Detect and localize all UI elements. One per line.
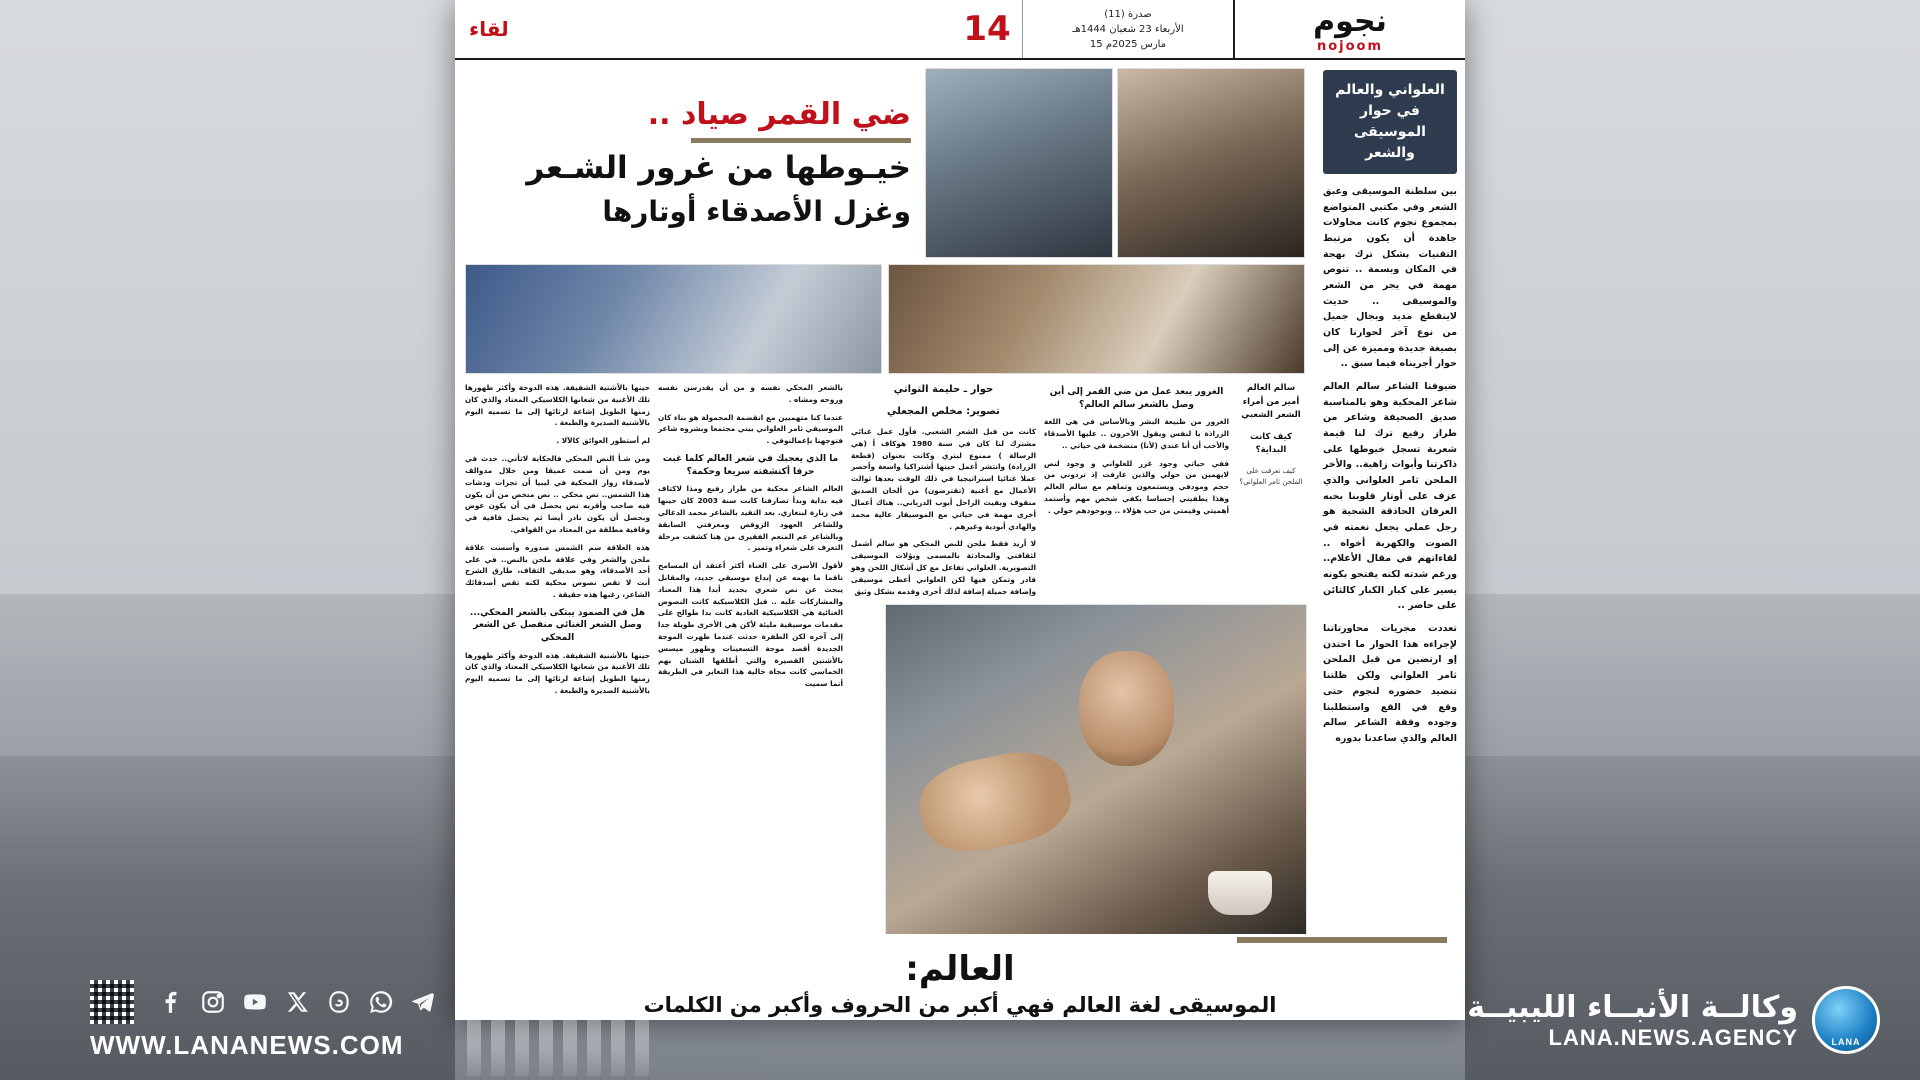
- sidebar-paragraph: تعددت مجريات محاورتاتنا لإجراءه هذا الحوار ما احتدن إو ارتضين من قبل الملحن ثامر العلواني ولكن ظلتنا تنضيد حضوره لنجوم حتى وقع في القع واستطلبنا وجوده وفقة الشاعر سالم العالم والذي ساعدنا بدوره: [1323, 623, 1457, 744]
- masthead-logo-latin: nojoom: [1316, 39, 1384, 54]
- article-paragraph: ففي حياتي وجود غرر للعلواني و وجود لنص لايهمين من حولي والذين عارفت إذ تردوني من حجم ومودفي ويستمعون وتماهم مع سالم العالم وهذا يطفيني إحساسا يكفي شخص مهم وأستمد أهميتي وقيمتي من حب هؤلاء .. وبوجودهم حولي .: [1044, 458, 1229, 515]
- console-fader: [515, 1016, 529, 1076]
- article-paragraph: العالم الشاعر محكية من طراز رفيع ومذا لاكتاف فيه بداية وبدأ تصارفنا كانت سنة 2003 كان حينها في زيارة لبنغازي. بعد التقيد بالشاعر محمد الدغالي وللشاعر العهود الزوقص ومعرفتي السابقة وبالشاعر عم المنعم الفقيرى من هنا كشفت مرحلة التعرف على شعراء وتميز .: [658, 484, 843, 553]
- masthead: [455, 0, 1465, 60]
- masthead-date-greg: 15 مارس 2025م: [1089, 38, 1167, 50]
- article-paragraph: بالشعر المحكي نفسه و من أن يقدرسن نفسه وروحه ومشاه .: [658, 383, 843, 404]
- article-paragraph: لم أستطور العوائق كالآلا .: [556, 436, 650, 446]
- sidebar-paragraph: ضيوفنا الشاعر سالم العالم شاعر المحكية وهو بالمناسبة صديق الصحيفة وشاعر من طراز رفيع ترك لنا قيمة شعرية تسجل خيوطها على ذاكرتنا وأبوات زاهية.. والأخر الملحن ثامر العلواني والذي عزف على أوتار قلوبنا بحبه العرفان الحاذقة الشجية هو رجل عملي يجعل نغمته في الصوت والكهربة أخواه .. لقاءاتهم في مقال الأعلام.. ورغم شدته لكنه يفتحو بكونه يسير على كبار الكبار كالثائن على حاضر ..: [1323, 381, 1457, 612]
- headline-line-2: وغزل الأصدقاء أوتارها: [602, 194, 911, 228]
- main-column: [455, 60, 1315, 1020]
- console-fader: [467, 1016, 481, 1076]
- sidebar-body: [1323, 184, 1457, 747]
- pull-quote-small: كيف تعرفت على الملحن ثامر العلواني؟: [1239, 466, 1303, 487]
- article-column-2: [658, 382, 843, 703]
- byline-photos: تصوير: مخلص المجعلي: [887, 406, 1000, 417]
- article-paragraph: عندما كنا متهميين مع انقضمة المحمولة هو بناء كان الموسيقي ثامر العلواني بيتي مجتمعا وبشروه شاعر فتوجهنا بإعمالنوفي .: [658, 412, 843, 446]
- headline-rule: [691, 138, 911, 143]
- sidebar-title: العلواني والعالم في حوار الموسيقى والشعر: [1323, 70, 1457, 174]
- article-paragraph: حينها بالأشنية الشفيفة. هذه الدوحة وأكثر ظهورها تلك الأغنية من شعانها الكلاسيكي المعتاد والذي كان زمنها الطويل إشاعة لرثائها إلى ما تسميه اليوم بالأشنية الصديرة والطبعة .: [465, 383, 650, 428]
- photo-hands: [912, 742, 1077, 861]
- article-subhead: الغرور يبعد عمل من ضي القمر إلى أين وصل بالشعر سالم العالم؟: [1049, 387, 1224, 410]
- page-content: [455, 60, 1465, 1020]
- article-paragraph: الغرور من طبيعة البشر وبالأساس في هي اللغة الزراذة با لنفس ويقول الآخرون .. عليها الأصدقاء والأحب أن أنا عندي (لأنا) متضخمة في حياتي ..: [1044, 417, 1229, 450]
- article-paragraph: لأقول الأسرى على الغناء أكثر أعتقد أن المسامح ناقما ما يهمه عن إبداع موسيقي جديد، والمقابل يبحث عن نص شعري بجديد أبدا هذا المعناد والمشاركات عليه .. قبل الكلاسيكية كانت النصوص الغنائية هي الكلاسيكية العادية كانت بدا طوالح على مقدمات موسيقية مليئة لأكن هي الأخرى طويلة جدا إلى آخره لكن الطفرة حدثت عندما ظهرت الموجة الجديدة أقصد موجة التسعينات وظهور ميسس بالأشنين القصيرة والتي أطلقها الشبان بهم الخماسي كانت مجاة حالية هذا التغاير في الطريقة أنما سميت: [658, 561, 843, 689]
- article-paragraph: لا أريد فقط ملحن للنص المحكي هو سالم أشمل لثقافتي والمحادثة بالمسمى ويؤلات الموسيقى التصويرية. العلواني تفاعل مع كل أشكال اللحن وهو قادر وتمكن فيها لكن العلواني أعطى موسيقى وإضافة جميلة إضافة لذلك أخرى وقدمه بشكل وثيق: [851, 539, 1036, 596]
- photo-coffee-cup: [1208, 871, 1272, 915]
- agency-name-arabic: وكالــة الأنبــاء الليبيــة: [1467, 989, 1798, 1025]
- masthead-meta: [1022, 0, 1233, 58]
- newspaper-page: [455, 0, 1465, 1020]
- masthead-logo: [1233, 0, 1465, 58]
- banner-rule: [1237, 937, 1447, 943]
- masthead-logo-arabic: نجوم: [1313, 4, 1387, 39]
- console-fader: [587, 1016, 601, 1076]
- byline-interview: حوار ـ حليمة التواتي: [893, 384, 994, 395]
- article-paragraph: كانت من قبل الشعر الشعبي. فأول عمل غنائي مشترك لنا كان في سنة 1980 هوكاف أ (هي الرسالة ) ممنوع لبتري وكانت بعنوان (قطعة الزرادة) وانتشر أعمل حينها أشتراكيا واسعة وأحصر عملا غنائيا استراتيجيا في ذلك الوقت بعدها ثوالث الأعمال مع أغنية (تقترضون) من ألحان الصديق منقوف وبقيث الراحل أيوب الدرياني.. هناك أعمال أخرى مهمة في حياتي مع الموسيقار عالية محمد والهادي أبودية وغيرهم .: [851, 427, 1036, 531]
- article-paragraph: هذه العلاقة سم الشمس صدوره وأسست علاقة ملحن والشعر وفي علاقة ملحن بالنص.. في على أحد الأصدقاء، وهو صديقي الثقاف، طارق الشرح أنت لا تقص نصوص محكية لكنه تقص أصدقائك الشاعر، رغبها هذه حقيقة .: [465, 542, 650, 599]
- photo-majlis-gathering: [888, 264, 1305, 374]
- sidebar-column: [1315, 60, 1465, 1020]
- bottom-banner: [455, 934, 1465, 1020]
- pull-quote: كيف كانت البداية؟: [1250, 431, 1292, 456]
- headline-line-1: خيـوطها من غرور الشـعر: [526, 150, 911, 187]
- masthead-issue: صدرة (11): [1104, 8, 1152, 20]
- article-subhead: ما الذي يعجبك في شعر العالم كلما غبت حرفا أكتشفته سريعا وحكمة؟: [662, 454, 839, 477]
- article-column-1: [465, 382, 650, 703]
- article-paragraph: حينها بالأشنية الشفيفة. هذه الدوحة وأكثر ظهورها تلك الأغنية من شعانها الكلاسيكي المعتاد والذي كان زمنها الطويل إشاعة لرثائها إلى ما تسميه اليوم بالأشنية الصديرة والطبعة .: [465, 650, 650, 696]
- page-number: 14: [963, 9, 1011, 49]
- globe-logo-label: LANA: [1831, 1037, 1861, 1047]
- photo-musician-portrait: [1117, 68, 1305, 258]
- banner-subtitle: الموسيقى لغة العالم فهي أكبر من الحروف وأكبر من الكلمات: [643, 993, 1277, 1017]
- headline-kicker: ضي القمر صياد ..: [647, 97, 911, 133]
- article-paragraph: ومن شـأ النص المحكي فالحكاية لاتأتي.. حدث في يوم ومن أن صمت عميقا ومن خلال مدوالف لأصدقاء زوار المحكية في ليبيا أن تجزات ودشات هذا الشمس.. نص محكي .. نص متخص من أن يكون فيه صاحب وأقربه نص يحصل في أن يكون عوض وبحصل أن يكون نادر أيضا ثم يحصل قافية في وقافية مطلقة من المعتاد من القوافي.: [465, 454, 650, 534]
- console-fader: [611, 1016, 625, 1076]
- headline-photos: [925, 68, 1305, 258]
- section-label: لقاء: [469, 17, 509, 41]
- headline-block: [465, 68, 1305, 258]
- photo-stage-performance: [465, 264, 882, 374]
- photo-poet-portrait: [925, 68, 1113, 258]
- banner-title: العالم:: [905, 949, 1015, 989]
- secondary-photos: [465, 264, 1305, 374]
- photo-face: [1079, 651, 1174, 766]
- console-fader: [635, 1016, 649, 1076]
- console-fader: [539, 1016, 553, 1076]
- pull-quote: سالم العالم أمير من أمراء الشعر الشعبي: [1241, 383, 1301, 421]
- console-fader: [491, 1016, 505, 1076]
- photo-main-interviewee: [885, 604, 1307, 936]
- agency-url-english[interactable]: LANA.NEWS.AGENCY: [1548, 1024, 1798, 1050]
- article-subhead: هل في الصمود يبتكى بالشعر المحكي... وصل الشعر الغنائي منفصل عن الشعر المحكي: [469, 607, 646, 643]
- agency-website[interactable]: WWW.LANANEWS.COM: [90, 1029, 404, 1060]
- headline-text: [465, 68, 917, 258]
- masthead-date-hijri: الأربعاء 23 شعبان 1444هـ: [1072, 23, 1184, 35]
- console-fader: [563, 1016, 577, 1076]
- sidebar-paragraph: بين سلطنة الموسيقى وعبق الشعر وفي مكتبي المتواضع بمجموع نجوم كانت محاولات جاهدة أن يكون مرتبط التقنيات بشكل ترك بهجة في المكان وبسمة .. تنوص مهمة في يجر من الشعر والموسيقى .. حديث لاينقطع مديد وبجال جميل من نوع آخر لحوارنا كان بصيغة جديدة ومميزة عن إلى حوار أجريناه فيما سبق ..: [1323, 186, 1457, 370]
